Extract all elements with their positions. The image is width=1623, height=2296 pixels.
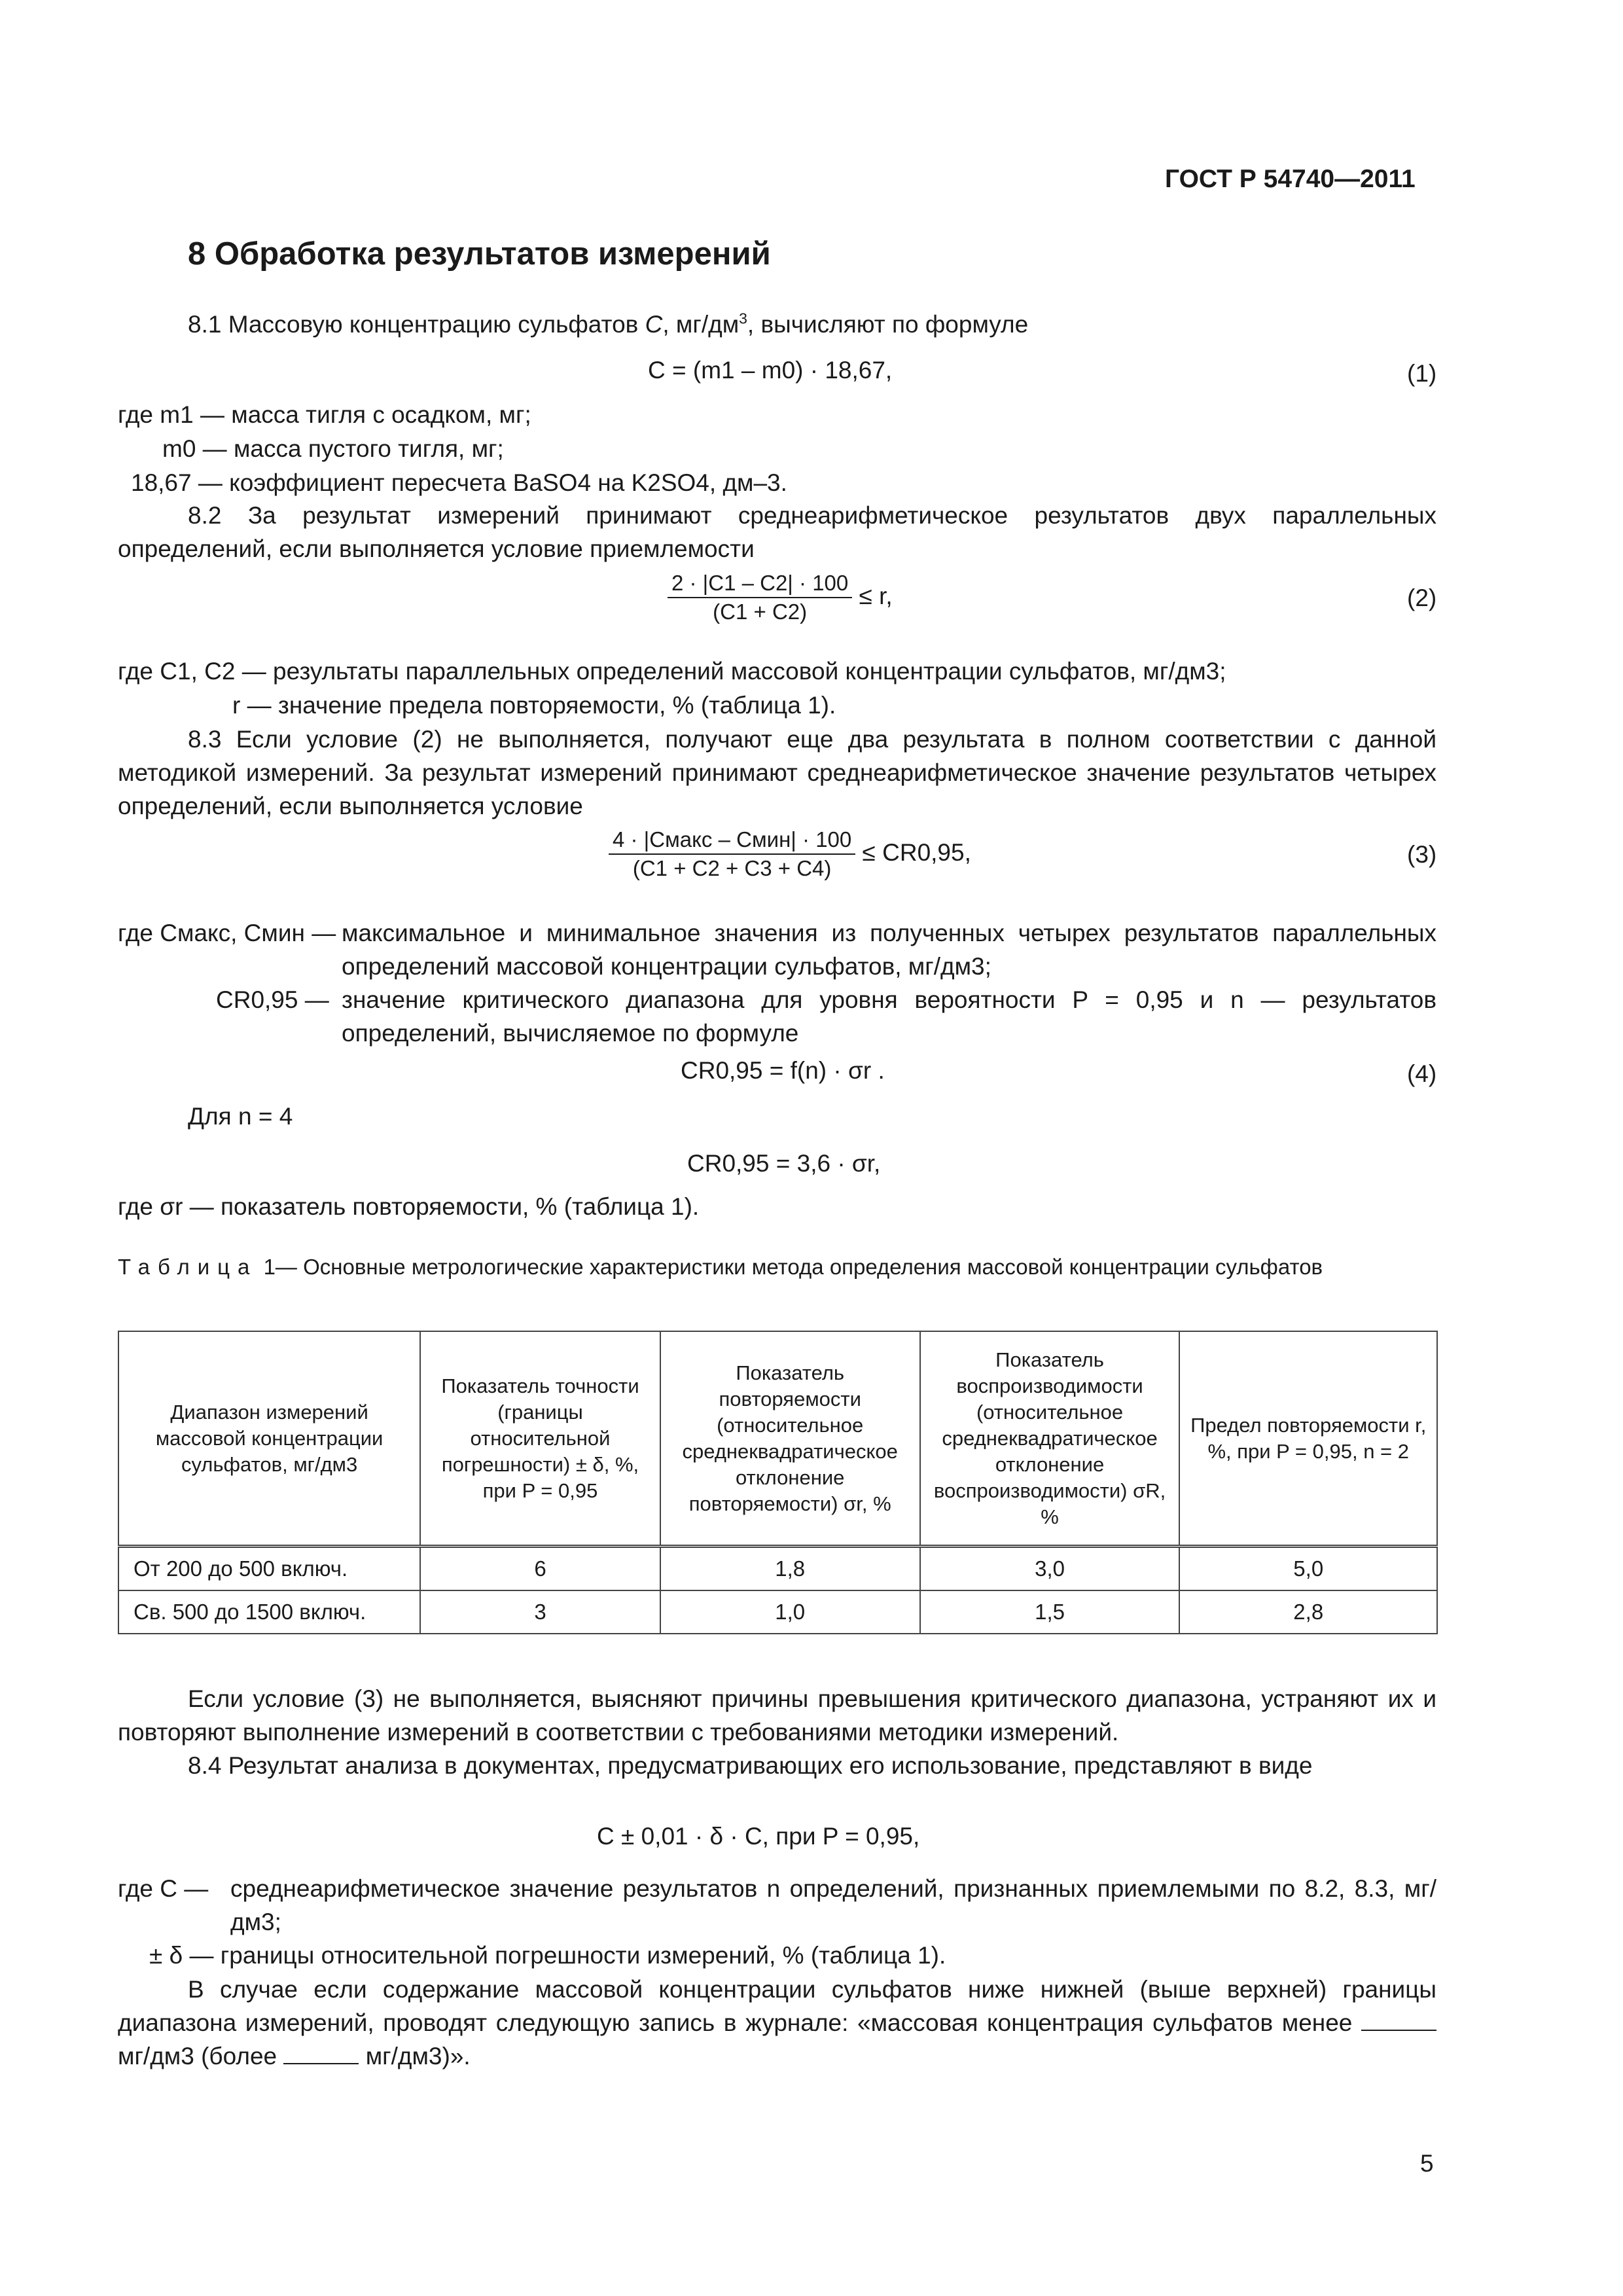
for-n-equals-4: Для n = 4 [188,1103,293,1130]
paragraph-8-4: 8.4 Результат анализа в документах, предусматривающих его использование, представляют в виде [188,1752,1313,1779]
paragraph-8-2: 8.2 За результат измерений принимают среднеарифметическое результатов двух параллельных определений, если выполняется условие приемлемости [118,502,1436,562]
intro-text-b: , мг/дм [662,311,740,338]
paragraph-final [118,1973,1436,2073]
formula-2 [668,569,893,626]
document-header-id: ГОСТ Р 54740—2011 [1165,165,1416,193]
paragraph-after-table: Если условие (3) не выполняется, выясняют причины превышения критического диапазона, устраняют их и повторяют выполнение измерений в соответствии с требованиями методики измерений. [118,1685,1436,1746]
where-m1-term: где m1 — [118,401,224,428]
paragraph-8-3: 8.3 Если условие (2) не выполняется, получают еще два результата в полном соответствии с данной методикой измерений. За результат измерений принимают среднеарифметическое значение результатов четырех определений, если выполняется условие [118,726,1436,819]
table-row [118,1590,1437,1634]
blank-lower-limit [1361,2010,1436,2031]
final-text-c: мг/дм3)». [365,2043,471,2070]
intro-text-c: , вычисляют по формуле [747,311,1029,338]
formula-2-numerator: 2 · |C1 – C2| · 100 [668,569,852,598]
where-cmax-cmin-text: максимальное и минимальное значения из полученных четырех результатов параллельных определений массовой концентрации сульфатов, мг/дм3; [342,920,1436,980]
formula-3-number: (3) [1407,841,1437,868]
formula-4-number: (4) [1407,1060,1437,1087]
where-sigma [118,1190,699,1223]
table-cell: 3,0 [920,1547,1180,1591]
table-cell: 2,8 [1179,1590,1437,1634]
where-m0-text: масса пустого тигля, мг; [233,435,504,462]
header-range: Диапазон измерений массовой концентрации сульфатов, мг/дм3 [118,1331,420,1547]
header-repeatability-limit: Предел повторяемости r, %, при P = 0,95, n = 2 [1179,1331,1437,1547]
header-reproducibility: Показатель воспроизводимости (относительное среднеквадратическое отклонение воспроизводимости) σR, % [920,1331,1180,1547]
table-cell: От 200 до 500 включ. [118,1547,420,1591]
where-sigma-text: показатель повторяемости, % (таблица 1). [221,1193,700,1220]
formula-2-denominator: (C1 + C2) [713,600,808,624]
where-c1-c2 [118,655,1226,688]
where-m1-text: масса тигля с осадком, мг; [231,401,531,428]
where-delta-text: границы относительной погрешности измерений, % (таблица 1). [220,1942,946,1969]
formula-result: C ± 0,01 · δ · C, при P = 0,95, [597,1823,920,1850]
formula-3 [609,826,971,882]
formula-1: С = (m1 – m0) · 18,67, [648,357,893,384]
where-cbar-text: среднеарифметическое значение результатов n определений, признанных приемлемыми по 8.2, 8.3, мг/дм3; [230,1875,1436,1935]
where-r [232,689,836,722]
where-delta-term: ± δ — [149,1942,214,1969]
where-delta [149,1939,946,1972]
where-c-text: результаты параллельных определений массовой концентрации сульфатов, мг/дм3; [273,658,1226,685]
formula-2-fraction [668,569,852,626]
intro-text-a: 8.1 Массовую концентрацию сульфатов [188,311,645,338]
final-text-a: В случае если содержание массовой концентрации сульфатов ниже нижней (выше верхней) границы диапазона измерений, проводят следующую запись в журнале: «массовая концентрация сульфатов менее [118,1976,1436,2036]
where-cbar-term: где C — [118,1875,209,1902]
where-cr-text: значение критического диапазона для уровня вероятности P = 0,95 и n — результатов определений, вычисляемое по формуле [342,986,1436,1047]
table-row [118,1547,1437,1591]
intro-variable: С [645,311,663,338]
where-coefficient [131,466,787,499]
where-m1 [118,398,531,431]
table-cell: 6 [420,1547,660,1591]
formula-5: CR0,95 = 3,6 · σr, [687,1150,881,1177]
page-number: 5 [1420,2150,1434,2177]
where-cmax-cmin-term: где Cмакс, Cмин — [118,920,336,946]
metrology-table [118,1331,1438,1634]
formula-2-number: (2) [1407,584,1437,611]
section-title: 8 Обработка результатов измерений [188,236,771,272]
paragraph-8-1-intro [188,308,1028,341]
formula-3-numerator: 4 · |Cмакс – Cмин| · 100 [609,826,855,855]
where-cr-term: CR0,95 — [216,986,329,1013]
table-cell: 1,0 [660,1590,920,1634]
formula-3-denominator: (C1 + C2 + C3 + C4) [632,856,832,880]
formula-4: CR0,95 = f(n) · σr . [681,1057,885,1084]
where-k-text: коэффициент пересчета BaSO4 на K2SO4, дм–3. [229,469,787,496]
header-accuracy: Показатель точности (границы относительной погрешности) ± δ, %, при P = 0,95 [420,1331,660,1547]
where-m0 [162,432,504,465]
header-repeatability: Показатель повторяемости (относительное среднеквадратическое отклонение повторяемости) σr, % [660,1331,920,1547]
formula-3-rhs: ≤ CR0,95, [862,838,971,866]
table-caption-label: Таблица [118,1255,258,1279]
formula-3-fraction [609,826,855,882]
table-cell: 1,8 [660,1547,920,1591]
table-cell: Св. 500 до 1500 включ. [118,1590,420,1634]
formula-1-number: (1) [1407,360,1437,387]
formula-2-rhs: ≤ r, [859,582,893,609]
where-sigma-term: где σr — [118,1193,214,1220]
table-cell: 5,0 [1179,1547,1437,1591]
where-k-term: 18,67 — [131,469,223,496]
where-m0-term: m0 — [162,435,227,462]
table-header-row [118,1331,1437,1547]
blank-upper-limit [283,2043,359,2064]
table-cell: 3 [420,1590,660,1634]
table-cell: 1,5 [920,1590,1180,1634]
where-c-term: где C1, C2 — [118,658,266,685]
table-caption-text: 1— Основные метрологические характеристики метода определения массовой концентрации сульфатов [263,1255,1323,1279]
where-r-term: r — [232,692,272,719]
intro-sup: 3 [739,310,747,327]
table-1-caption [118,1253,1438,1281]
final-text-b: мг/дм3 (более [118,2043,277,2070]
where-r-text: значение предела повторяемости, % (таблица 1). [277,692,836,719]
